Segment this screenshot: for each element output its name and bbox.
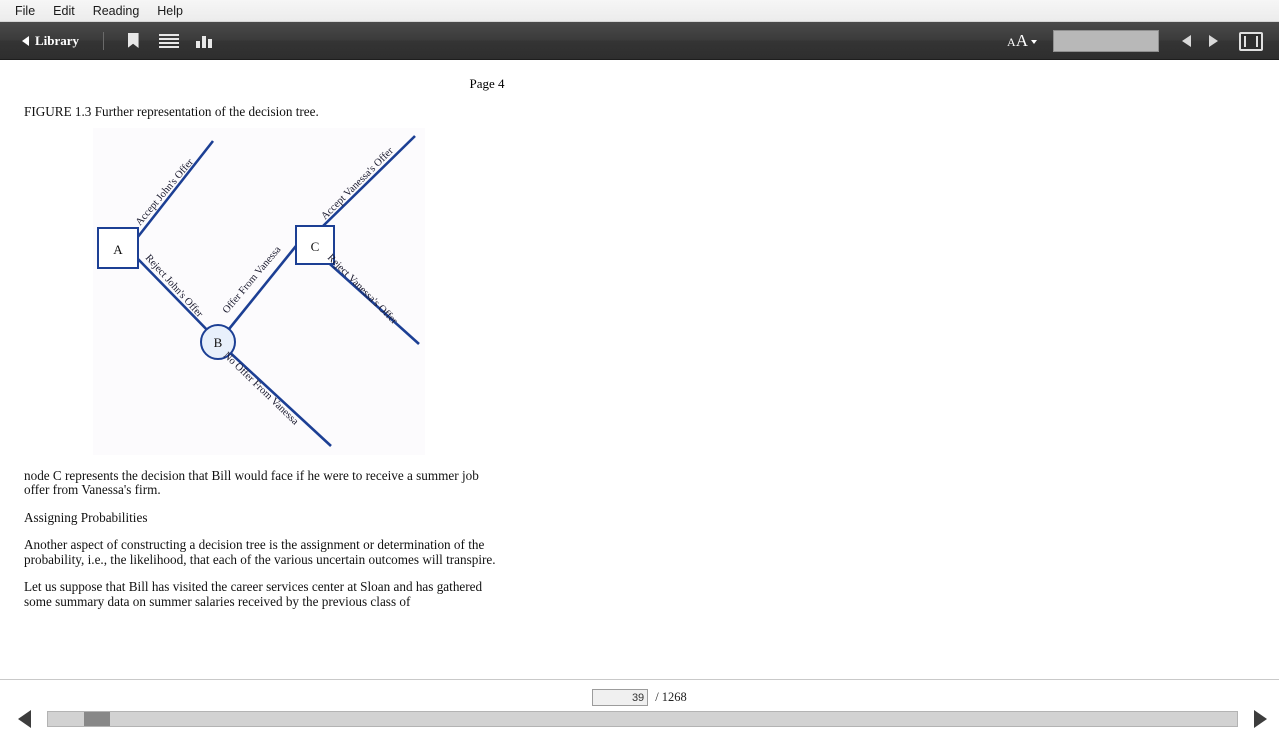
- back-arrow-icon: [22, 36, 29, 46]
- bookmark-glyph: [128, 33, 139, 48]
- font-size-large-label: A: [1015, 31, 1028, 50]
- scrub-previous-icon[interactable]: [18, 710, 31, 728]
- page-entry-group: [0, 689, 1279, 706]
- figure-edge-label-no-offer-from-vanessa: No Offer From Vanessa: [220, 349, 301, 427]
- font-size-button[interactable]: [1007, 31, 1037, 51]
- heading-assigning-probabilities: Assigning Probabilities: [24, 509, 148, 525]
- page-number-input[interactable]: [592, 689, 648, 706]
- menu-item-reading[interactable]: Reading: [92, 3, 140, 18]
- figure-edge-label-reject-vanessas-offer: Reject Vanessa's Offer: [324, 251, 400, 327]
- font-size-small-label: A: [1007, 35, 1016, 49]
- bookmark-icon[interactable]: [118, 26, 148, 56]
- page-scrubber-thumb[interactable]: [84, 712, 110, 726]
- menu-item-file[interactable]: File: [15, 3, 36, 18]
- page-scrubber-row: [0, 706, 1279, 732]
- figure-node-b-label: B: [213, 334, 223, 350]
- figure-edge-label-accept-vanessas-offer: Accept Vanessa's Offer: [319, 145, 396, 222]
- menu-item-help[interactable]: Help: [157, 3, 183, 18]
- document-paragraphs: [24, 469, 504, 610]
- chevron-down-icon: [1031, 40, 1037, 44]
- figure-edge-label-offer-from-vanessa: Offer From Vanessa: [220, 243, 284, 316]
- list-glyph: [159, 34, 179, 48]
- paragraph-probabilities: Another aspect of constructing a decision tree is the assignment or determination of the probability, i.e., the likelihood, that each of the various uncertain outcomes will transpire.: [24, 537, 496, 567]
- library-button-label: Library: [35, 32, 80, 48]
- menu-item-edit[interactable]: Edit: [53, 3, 75, 18]
- total-pages-label: / 1268: [655, 690, 687, 704]
- previous-page-icon[interactable]: [1182, 35, 1191, 47]
- paragraph-node-c: node C represents the decision that Bill would face if he were to receive a summer job offer from Vanessa's firm.: [24, 467, 479, 497]
- reading-progress-slider[interactable]: [1053, 30, 1159, 52]
- bar-chart-glyph: [196, 33, 214, 48]
- scrub-next-icon[interactable]: [1254, 710, 1267, 728]
- decision-tree-figure: [93, 128, 425, 455]
- toolbar-right-group: [1007, 22, 1263, 60]
- figure-edge-label-accept-johns-offer: Accept John's Offer: [133, 156, 196, 228]
- toolbar-separator: [103, 32, 104, 50]
- library-button[interactable]: [22, 33, 79, 49]
- menu-bar: [0, 0, 1279, 22]
- figure-node-c-label: C: [310, 238, 320, 254]
- page-header: Page 4: [469, 76, 505, 91]
- fullscreen-icon[interactable]: [1239, 32, 1263, 51]
- paragraph-career-services: Let us suppose that Bill has visited the career services center at Sloan and has gathered some summary data on summer salaries received by the previous class of: [24, 579, 483, 609]
- table-of-contents-icon[interactable]: [154, 26, 184, 56]
- document-body: [24, 105, 504, 120]
- page-scrubber-track[interactable]: [47, 711, 1238, 727]
- main-toolbar: [0, 22, 1279, 60]
- reading-pane: [0, 60, 1279, 680]
- next-page-icon[interactable]: [1209, 35, 1218, 47]
- figure-edge-label-reject-johns-offer: Reject John's Offer: [142, 252, 205, 320]
- reading-stats-icon[interactable]: [190, 26, 220, 56]
- figure-caption: FIGURE 1.3 Further representation of the decision tree.: [24, 104, 319, 119]
- figure-node-a-label: A: [113, 241, 123, 257]
- page-navigation-bar: [0, 679, 1279, 738]
